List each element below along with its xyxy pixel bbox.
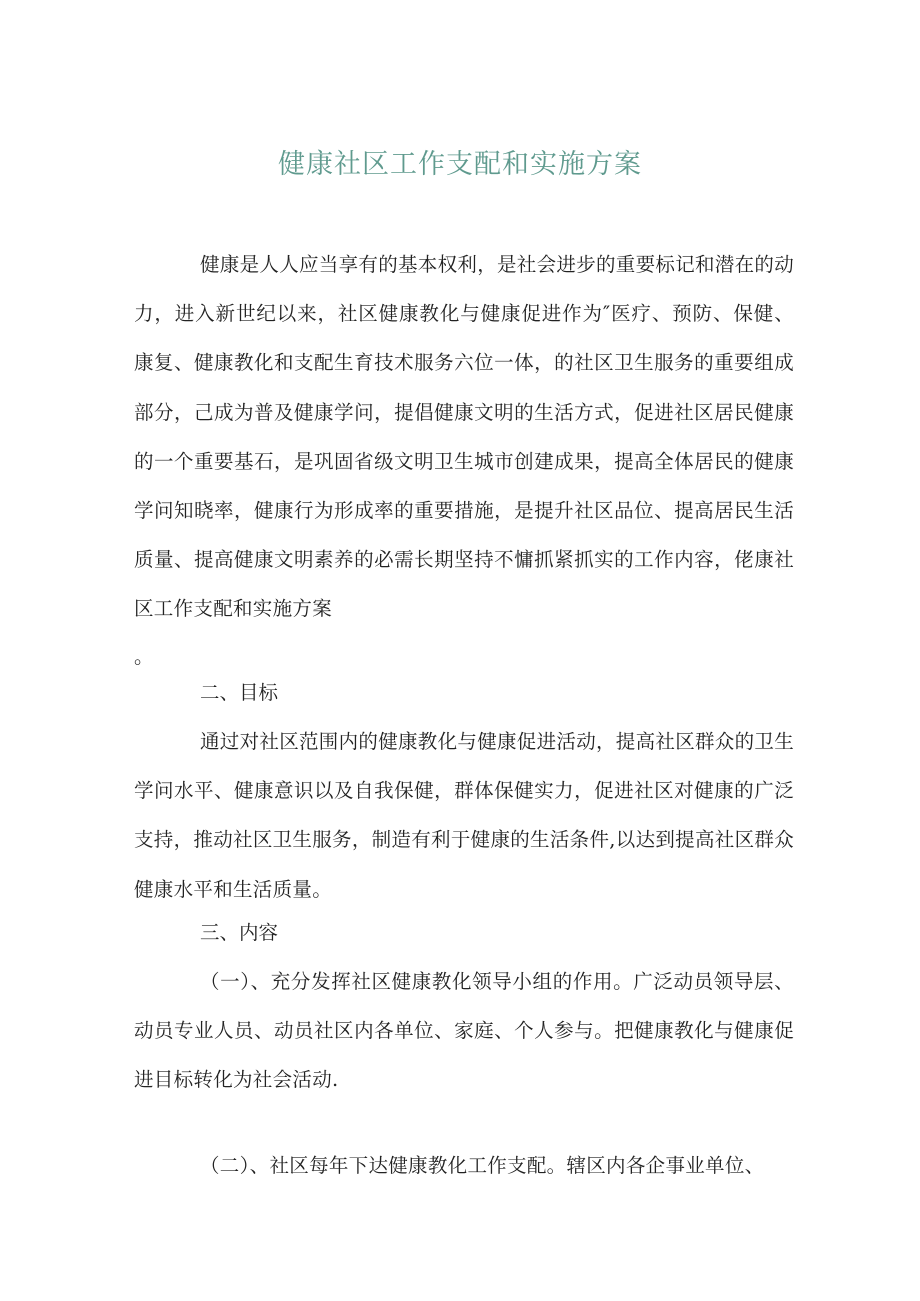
content-item-one: （一）、充分发挥社区健康教化领导小组的作用。广泛动员领导层、动员专业人员、动员社区内各单位、家庭、个人参与。把健康教化与健康促进目标转化为社会活动. [134,970,794,1092]
section-goal-heading: 二、目标 [200,681,279,704]
lone-period: 。 [134,645,154,668]
section-content-heading: 三、内容 [200,921,279,944]
section-goal-body: 通过对社区范围内的健康教化与健康促进活动，提高社区群众的卫生学问水平、健康意识以及自我保健，群体保健实力，促进社区对健康的广泛支持，推动社区卫生服务，制造有利于健康的生活条件,以达到提高社区群众健康水平和生活质量。 [134,730,795,901]
content-item-two: （二）、社区每年下达健康教化工作支配。辖区内各企事业单位、 [200,1154,765,1177]
intro-paragraph: 健康是人人应当享有的基本权利，是社会进步的重要标记和潜在的动力，进入新世纪以来，社区健康教化与健康促进作为″医疗、预防、保健、康复、健康教化和支配生育技术服务六位一体，的社区卫生服务的重要组成部分，己成为普及健康学问，提倡健康文明的生活方式，促进社区居民健康的一个重要基石，是巩固省级文明卫生城市创建成果，提高全体居民的健康学问知晓率，健康行为形成率的重要措施，是提升社区品位、提高居民生活质量、提高健康文明素养的必需长期坚持不慵抓紧抓实的工作内容，佬康社区工作支配和实施方案 [134,253,795,621]
document-title: 健康社区工作支配和实施方案 [278,149,642,180]
